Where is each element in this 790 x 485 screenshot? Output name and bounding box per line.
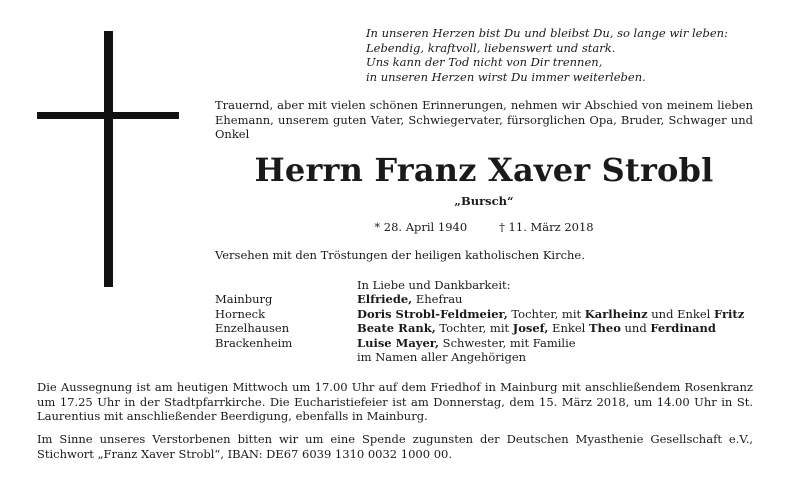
relatives-list	[357, 292, 757, 365]
relative-name: Ferdinand	[650, 321, 716, 336]
poem-line: Lebendig, kraftvoll, liebenswert und stark.	[366, 40, 616, 55]
relative-name: Josef,	[512, 321, 549, 336]
relative-name: Doris Strobl-Feldmeier,	[357, 306, 508, 321]
relative-line	[357, 336, 757, 351]
place-item: Mainburg	[215, 292, 273, 306]
relative-line	[357, 292, 757, 307]
poem-line: Uns kann der Tod nicht von Dir trennen,	[366, 55, 603, 70]
relative-role: Schwester, mit Familie	[439, 335, 576, 350]
cross-icon	[104, 31, 113, 287]
relative-role: und Enkel	[647, 306, 715, 321]
birth-date: * 28. April 1940	[374, 220, 468, 234]
relative-name: Karlheinz	[584, 306, 648, 321]
relative-role: Tochter, mit	[507, 306, 585, 321]
intro-text: Trauernd, aber mit vielen schönen Erinnerungen, nehmen wir Abschied von meinem lieben Ehemann, unserem guten Vater, Schwiegervater, fürsorglichen Opa, Bruder, Schwager und Onkel	[215, 98, 753, 142]
relative-line	[357, 321, 757, 336]
poem-line: In unseren Herzen bist Du und bleibst Du, so lange wir leben:	[366, 26, 728, 40]
place-item: Enzelhausen	[215, 321, 290, 336]
relative-name: Luise Mayer,	[357, 335, 440, 350]
deceased-nickname: „Bursch“	[454, 194, 514, 208]
relative-name: Theo	[588, 321, 621, 336]
place-item: Horneck	[215, 306, 266, 321]
relative-line	[357, 307, 757, 322]
cross-icon-bar	[37, 112, 179, 119]
places-list	[215, 292, 292, 350]
relative-name: Elfriede,	[357, 292, 413, 306]
relative-role: Ehefrau	[412, 292, 463, 306]
life-dates	[215, 220, 753, 234]
relative-role: Tochter, mit	[435, 321, 513, 336]
donation-info: Im Sinne unseres Verstorbenen bitten wir um eine Spende zugunsten der Deutschen Myasthenie Gesellschaft e.V., Stichwort „Franz Xaver Strobl“, IBAN: DE67 6039 1310 0032 1000 00.	[37, 432, 753, 461]
sacrament-text: Versehen mit den Tröstungen der heiligen katholischen Kirche.	[215, 248, 585, 262]
service-info: Die Aussegnung ist am heutigen Mittwoch um 17.00 Uhr auf dem Friedhof in Mainburg mit anschließendem Rosenkranz um 17.25 Uhr in der Stadtpfarrkirche. Die Eucharistiefeier ist am Donnerstag, dem 15. März 2018, um 14.00 Uhr in St. Laurentius mit anschließender Beerdigung, ebenfalls in Mainburg.	[37, 380, 753, 424]
relative-role: und	[620, 321, 651, 336]
relative-name: Beate Rank,	[357, 321, 436, 336]
thanks-heading: In Liebe und Dankbarkeit:	[357, 278, 511, 292]
place-item: Brackenheim	[215, 335, 293, 350]
relative-role: Enkel	[548, 321, 589, 336]
relative-line: im Namen aller Angehörigen	[357, 350, 527, 365]
poem	[366, 26, 766, 84]
poem-line: in unseren Herzen wirst Du immer weiterleben.	[366, 69, 646, 84]
deceased-name: Herrn Franz Xaver Strobl	[254, 151, 714, 189]
death-date: † 11. März 2018	[499, 220, 594, 234]
relative-name: Fritz	[714, 306, 745, 321]
